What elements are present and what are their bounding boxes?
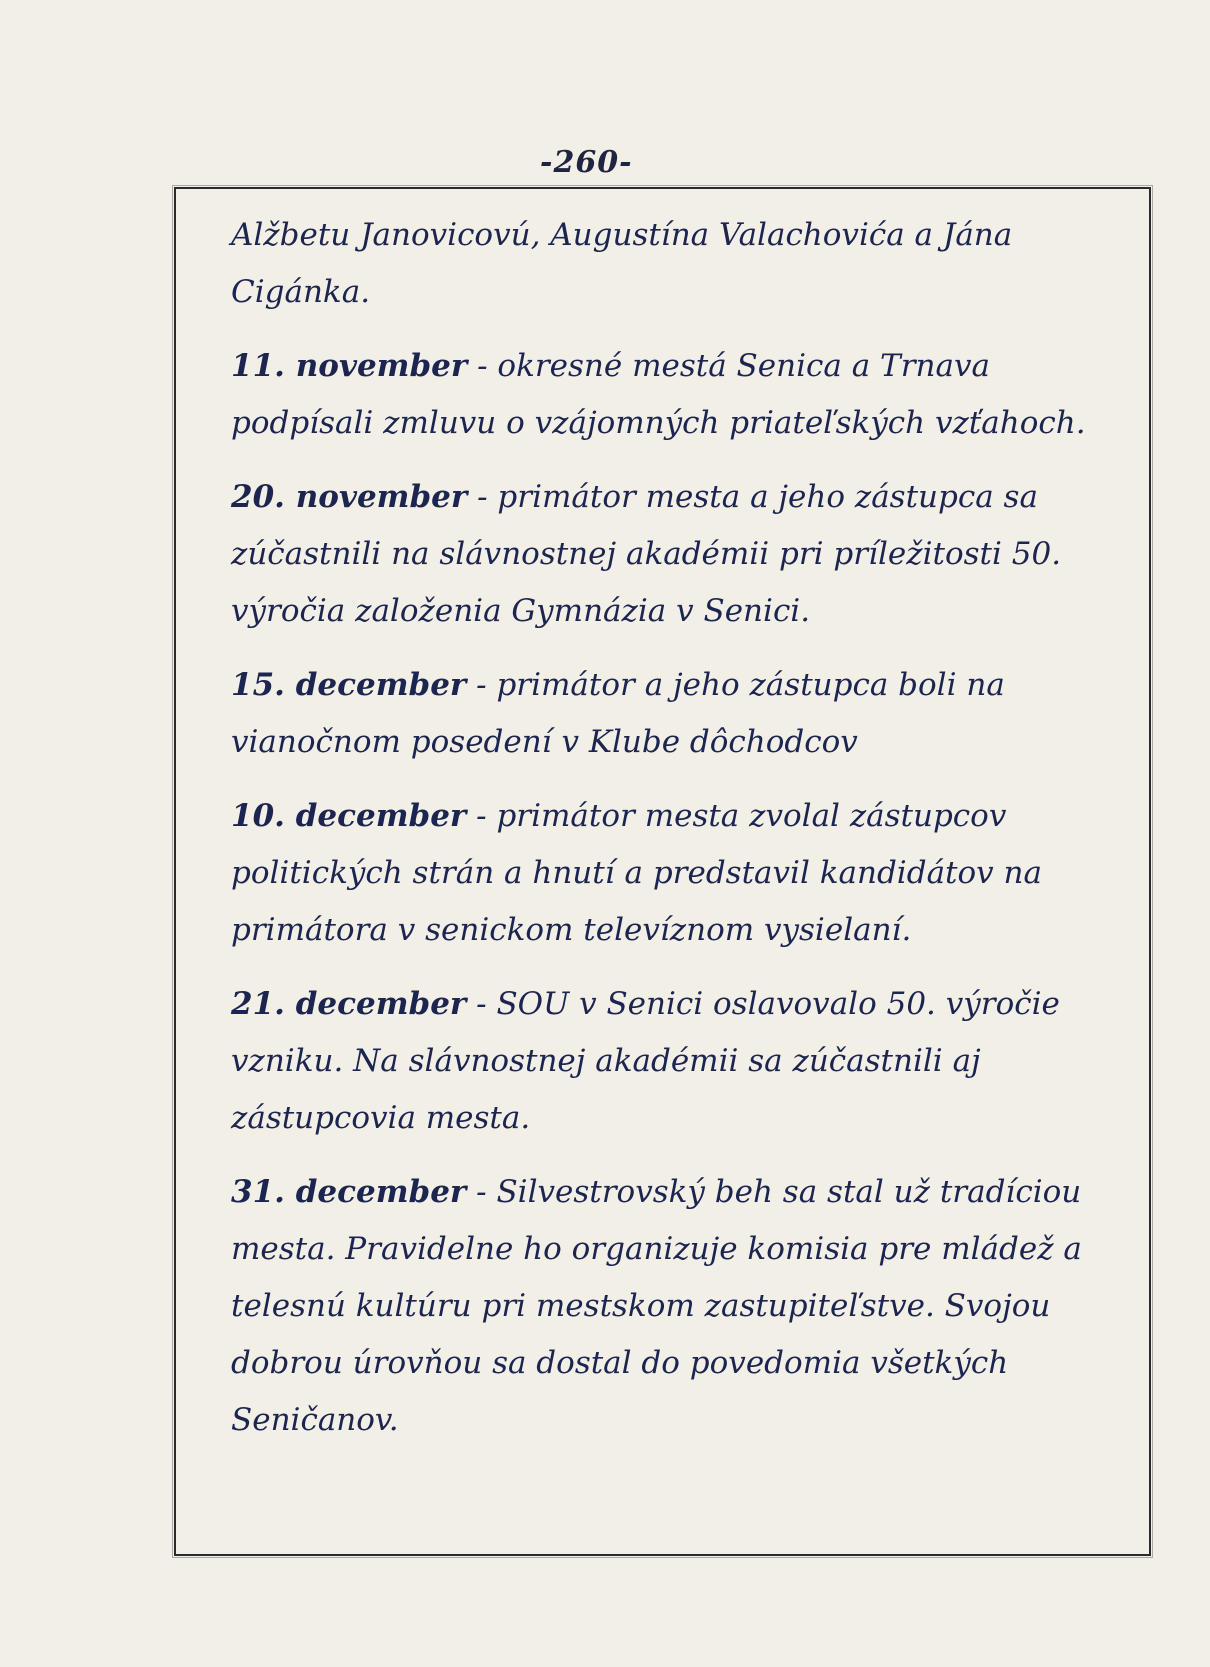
entry-text-body: - primátor mesta a jeho zástupca sa zúčastnili na slávnostnej akadémii pri príležitosti 50. výročia založenia Gymnázia v Senici. bbox=[231, 479, 1062, 629]
entry-10-december bbox=[231, 788, 1131, 959]
entry-text bbox=[231, 207, 1131, 321]
page-number: -260- bbox=[540, 145, 633, 180]
entry-date: 20. november bbox=[231, 479, 468, 515]
entry-20-november bbox=[231, 469, 1131, 640]
entry-continuation bbox=[231, 207, 1131, 321]
entry-date: 21. december bbox=[231, 986, 467, 1022]
entry-31-december bbox=[231, 1164, 1131, 1449]
entry-date: 10. december bbox=[231, 798, 467, 834]
entry-15-december bbox=[231, 657, 1131, 771]
entry-date: 31. december bbox=[231, 1174, 467, 1210]
chronicle-text bbox=[231, 207, 1131, 1466]
entry-21-december bbox=[231, 976, 1131, 1147]
entry-text-body: - okresné mestá Senica a Trnava podpísali zmluvu o vzájomných priateľských vzťahoch. bbox=[231, 348, 1086, 441]
entry-text-body: Alžbetu Janovicovú, Augustína Valachovića a Jána Cigánka. bbox=[231, 217, 1013, 310]
entry-text bbox=[231, 1164, 1131, 1449]
entry-text bbox=[231, 788, 1131, 959]
entry-text-body: - SOU v Senici oslavovalo 50. výročie vzniku. Na slávnostnej akadémii sa zúčastnili aj zástupcovia mesta. bbox=[231, 986, 1060, 1136]
entry-date: 15. december bbox=[231, 667, 467, 703]
entry-text bbox=[231, 469, 1131, 640]
entry-date: 11. november bbox=[231, 348, 468, 384]
entry-text bbox=[231, 976, 1131, 1147]
entry-text bbox=[231, 657, 1131, 771]
page-frame bbox=[174, 187, 1151, 1556]
entry-text-body: - primátor mesta zvolal zástupcov politických strán a hnutí a predstavil kandidátov na primátora v senickom televíznom vysielaní. bbox=[231, 798, 1042, 948]
entry-text-body: - primátor a jeho zástupca boli na vianočnom posedení v Klube dôchodcov bbox=[231, 667, 1005, 760]
entry-text-body: - Silvestrovský beh sa stal už tradíciou mesta. Pravidelne ho organizuje komisia pre mládež a telesnú kultúru pri mestskom zastupiteľstve. Svojou dobrou úrovňou sa dostal do povedomia všetkých Seničanov. bbox=[231, 1174, 1082, 1438]
entry-text bbox=[231, 338, 1131, 452]
entry-11-november bbox=[231, 338, 1131, 452]
